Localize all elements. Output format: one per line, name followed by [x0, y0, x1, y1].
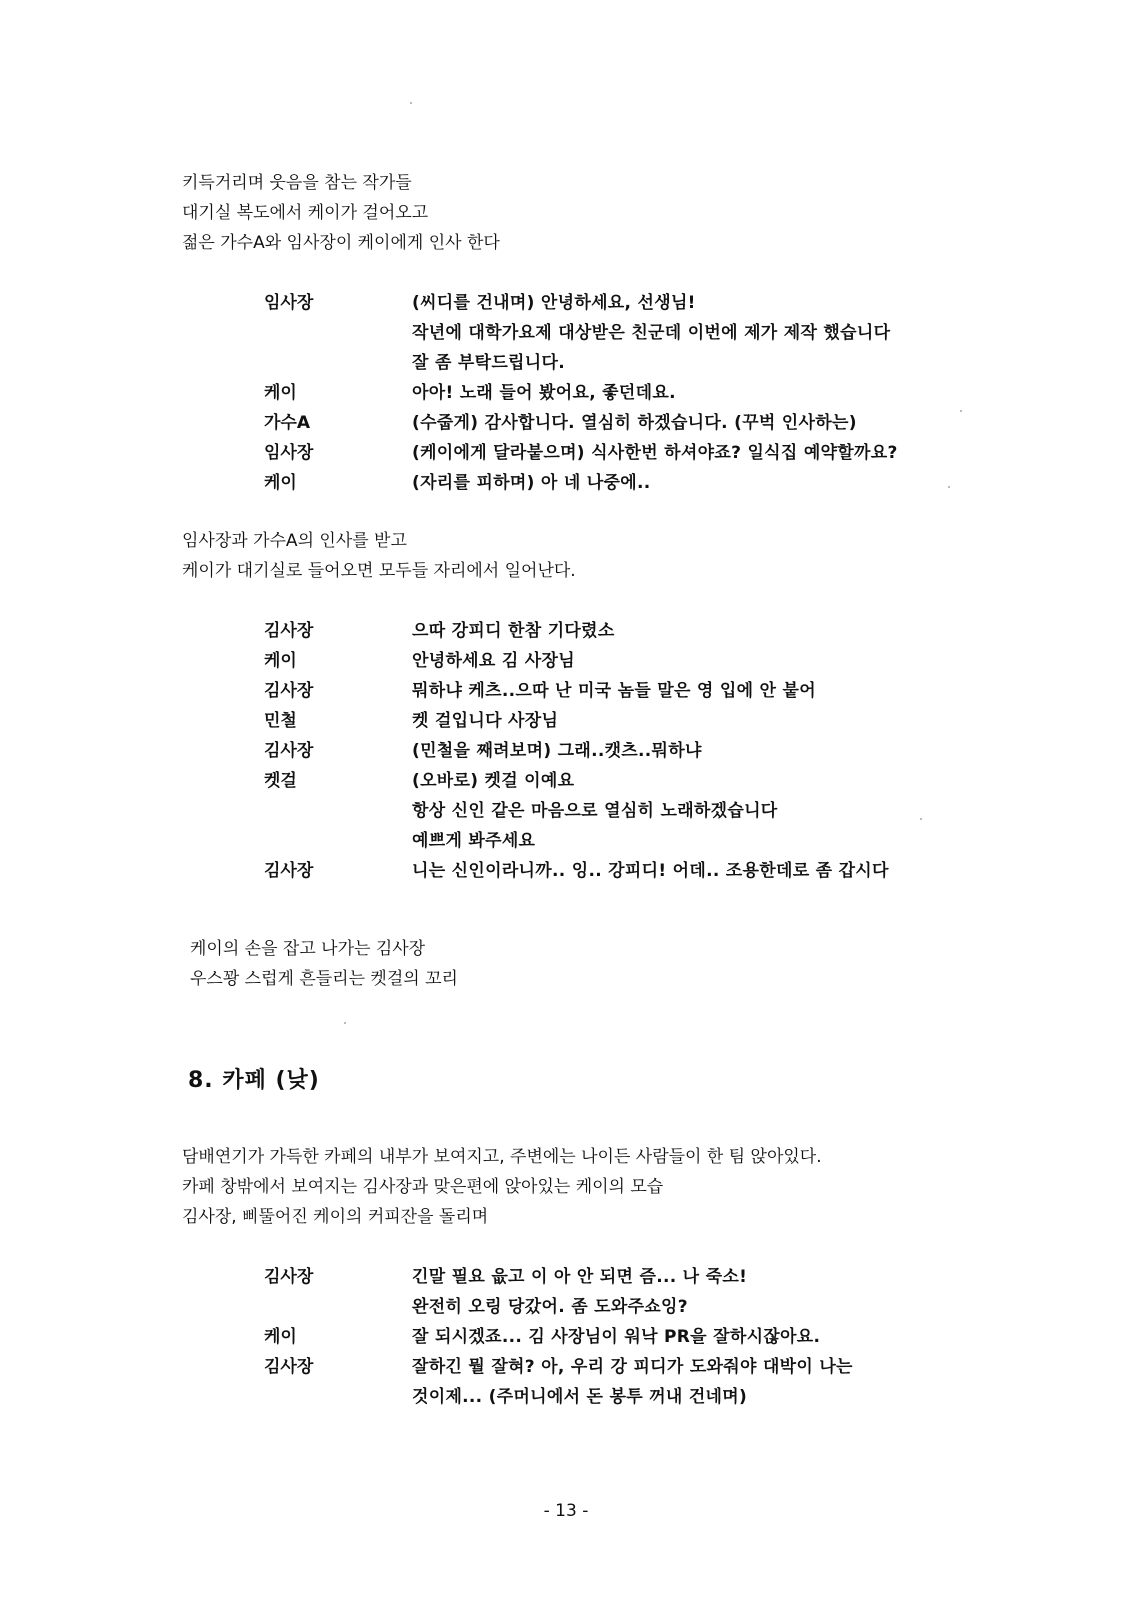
dialogue-text: 완전히 오링 당갔어. 좀 도와주쇼잉? — [412, 1297, 688, 1317]
scan-speck — [410, 102, 412, 104]
speaker-name: 케이 — [264, 651, 297, 671]
dialogue-text: 작년에 대학가요제 대상받은 친군데 이번에 제가 제작 했습니다 — [412, 323, 891, 343]
dialogue-text: 항상 신인 같은 마음으로 열심히 노래하겠습니다 — [412, 801, 778, 821]
speaker-name: 김사장 — [264, 681, 314, 701]
dialogue-text: (수줍게) 감사합니다. 열심히 하겠습니다. (꾸벅 인사하는) — [412, 413, 857, 433]
dialogue-text: (민철을 째려보며) 그래..캣츠..뭐하냐 — [412, 741, 702, 761]
scan-speck — [344, 1022, 346, 1024]
speaker-name: 임사장 — [264, 443, 314, 463]
speaker-name: 케이 — [264, 383, 297, 403]
action-block-2 — [182, 526, 576, 586]
speaker-name: 김사장 — [264, 741, 314, 761]
speaker-name: 김사장 — [264, 1267, 314, 1287]
dialogue-text: 켓 걸입니다 사장님 — [412, 711, 559, 731]
speaker-name: 민철 — [264, 711, 297, 731]
action-line: 대기실 복도에서 케이가 걸어오고 — [182, 203, 429, 223]
dialogue-text: (씨디를 건내며) 안녕하세요, 선생님! — [412, 293, 696, 313]
action-line: 카페 창밖에서 보여지는 김사장과 맞은편에 앉아있는 케이의 모습 — [182, 1177, 664, 1197]
dialogue-text: 아아! 노래 들어 봤어요, 좋던데요. — [412, 383, 676, 403]
scene-heading: 8. 카페 (낮) — [188, 1068, 320, 1093]
dialogue-text: 잘하긴 뭘 잘혀? 아, 우리 강 피디가 도와줘야 대박이 나는 — [412, 1357, 853, 1377]
dialogue-text: 안녕하세요 김 사장님 — [412, 651, 575, 671]
action-block-4 — [182, 1142, 822, 1232]
action-block-1 — [182, 168, 500, 258]
speaker-name: 김사장 — [264, 621, 314, 641]
speaker-name: 임사장 — [264, 293, 314, 313]
scan-speck — [948, 486, 950, 488]
speaker-name: 김사장 — [264, 1357, 314, 1377]
action-line: 임사장과 가수A의 인사를 받고 — [182, 531, 407, 551]
dialogue-text: (자리를 피하며) 아 네 나중에.. — [412, 473, 651, 493]
speaker-name: 가수A — [264, 413, 311, 433]
dialogue-text: (케이에게 달라붙으며) 식사한번 하셔야죠? 일식집 예약할까요? — [412, 443, 898, 463]
dialogue-text: 예쁘게 봐주세요 — [412, 831, 536, 851]
dialogue-text: 니는 신인이라니까.. 잉.. 강피디! 어데.. 조용한데로 좀 갑시다 — [412, 861, 889, 881]
speaker-name: 케이 — [264, 473, 297, 493]
action-line: 우스꽝 스럽게 흔들리는 켓걸의 꼬리 — [190, 969, 458, 989]
dialogue-text: 잘 좀 부탁드립니다. — [412, 353, 565, 373]
scan-speck — [960, 410, 962, 412]
speaker-name: 김사장 — [264, 861, 314, 881]
speaker-name: 켓걸 — [264, 771, 297, 791]
action-line: 케이가 대기실로 들어오면 모두들 자리에서 일어난다. — [182, 561, 576, 581]
page-number: - 13 - — [543, 1501, 589, 1521]
dialogue-text: 으따 강피디 한참 기다렸소 — [412, 621, 615, 641]
action-line: 케이의 손을 잡고 나가는 김사장 — [190, 939, 426, 959]
dialogue-text: 것이제... (주머니에서 돈 봉투 꺼내 건네며) — [412, 1387, 748, 1407]
action-line: 젊은 가수A와 임사장이 케이에게 인사 한다 — [182, 233, 500, 253]
action-line: 김사장, 삐뚤어진 케이의 커피잔을 돌리며 — [182, 1207, 489, 1227]
dialogue-text: (오바로) 켓걸 이예요 — [412, 771, 575, 791]
dialogue-text: 뭐하냐 케츠..으따 난 미국 놈들 말은 영 입에 안 붙어 — [412, 681, 816, 701]
speaker-name: 케이 — [264, 1327, 297, 1347]
dialogue-text: 긴말 필요 읎고 이 아 안 되면 즘... 나 죽소! — [412, 1267, 748, 1287]
action-line: 담배연기가 가득한 카페의 내부가 보여지고, 주변에는 나이든 사람들이 한 팀 앉아있다. — [182, 1147, 822, 1167]
scan-speck — [920, 818, 922, 820]
action-line: 키득거리며 웃음을 참는 작가들 — [182, 173, 412, 193]
action-block-3 — [190, 934, 458, 994]
dialogue-text: 잘 되시겠죠... 김 사장님이 워낙 PR을 잘하시잖아요. — [412, 1327, 821, 1347]
